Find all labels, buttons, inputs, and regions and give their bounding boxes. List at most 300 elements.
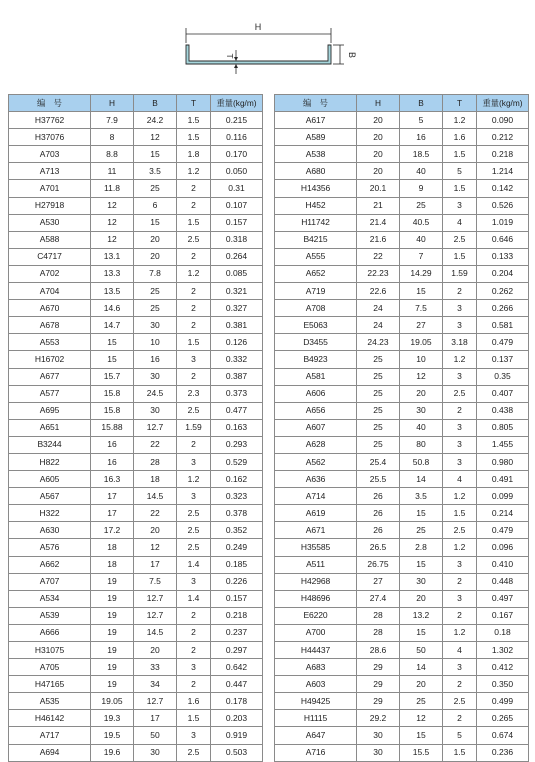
cell-b: 9 — [400, 180, 443, 197]
cell-weight: 0.126 — [211, 334, 263, 351]
table-row — [9, 334, 263, 351]
cell-b: 10 — [400, 351, 443, 368]
cell-h: 19.3 — [91, 710, 134, 727]
cell-b: 20 — [134, 642, 177, 659]
cell-t: 3 — [443, 453, 477, 470]
table-row — [9, 522, 263, 539]
cell-h: 28 — [357, 624, 400, 641]
table-row — [275, 471, 529, 488]
cell-b: 12 — [134, 129, 177, 146]
table-row — [275, 590, 529, 607]
cell-t: 1.8 — [177, 146, 211, 163]
cell-b: 30 — [400, 402, 443, 419]
cell-h: 21.6 — [357, 231, 400, 248]
cell-code: A511 — [275, 556, 357, 573]
table-row — [275, 197, 529, 214]
cell-b: 2.8 — [400, 539, 443, 556]
cell-t: 1.5 — [177, 129, 211, 146]
cell-h: 22.23 — [357, 265, 400, 282]
cell-weight: 0.407 — [477, 385, 529, 402]
table-row — [275, 231, 529, 248]
cell-weight: 0.157 — [211, 590, 263, 607]
cell-b: 25 — [400, 693, 443, 710]
table-row — [9, 471, 263, 488]
cell-b: 12 — [400, 710, 443, 727]
cell-weight: 0.491 — [477, 471, 529, 488]
cell-h: 16 — [91, 453, 134, 470]
table-row — [9, 573, 263, 590]
cell-b: 30 — [134, 744, 177, 761]
cell-weight: 0.212 — [477, 129, 529, 146]
cell-h: 30 — [357, 744, 400, 761]
cell-code: A607 — [275, 419, 357, 436]
cell-t: 3 — [177, 659, 211, 676]
cell-b: 10 — [134, 334, 177, 351]
cell-weight: 0.266 — [477, 300, 529, 317]
table-row — [9, 214, 263, 231]
cell-h: 13.5 — [91, 283, 134, 300]
table-row — [275, 214, 529, 231]
table-row — [9, 112, 263, 129]
table-row — [9, 505, 263, 522]
table-row — [9, 180, 263, 197]
cell-code: A704 — [9, 283, 91, 300]
cell-b: 25 — [134, 300, 177, 317]
cell-t: 2 — [177, 180, 211, 197]
table-row — [275, 505, 529, 522]
cell-t: 2 — [443, 676, 477, 693]
cell-code: H11742 — [275, 214, 357, 231]
cell-weight: 0.142 — [477, 180, 529, 197]
table-row — [9, 368, 263, 385]
cell-h: 19 — [91, 676, 134, 693]
cell-t: 2 — [177, 368, 211, 385]
cell-code: A617 — [275, 112, 357, 129]
cell-weight: 0.163 — [211, 419, 263, 436]
cell-b: 17 — [134, 556, 177, 573]
cell-h: 15 — [91, 334, 134, 351]
cell-weight: 0.448 — [477, 573, 529, 590]
cell-code: A671 — [275, 522, 357, 539]
cell-weight: 0.642 — [211, 659, 263, 676]
cell-t: 2.5 — [177, 744, 211, 761]
cell-code: A694 — [9, 744, 91, 761]
cell-code: A647 — [275, 727, 357, 744]
cell-h: 22.6 — [357, 283, 400, 300]
cell-weight: 0.318 — [211, 231, 263, 248]
table-row — [275, 334, 529, 351]
table-row — [9, 710, 263, 727]
cell-code: A562 — [275, 453, 357, 470]
cell-t: 2.5 — [177, 402, 211, 419]
table-row — [275, 112, 529, 129]
cell-b: 7 — [400, 248, 443, 265]
cell-h: 25.4 — [357, 453, 400, 470]
table-row — [9, 693, 263, 710]
table-row — [275, 642, 529, 659]
cell-t: 3 — [443, 317, 477, 334]
cell-t: 3 — [443, 590, 477, 607]
cell-weight: 0.264 — [211, 248, 263, 265]
cell-code: B4215 — [275, 231, 357, 248]
cell-code: H48696 — [275, 590, 357, 607]
cell-b: 15 — [134, 146, 177, 163]
cell-weight: 0.237 — [211, 624, 263, 641]
cell-t: 3 — [443, 368, 477, 385]
cell-code: A530 — [9, 214, 91, 231]
cell-code: A628 — [275, 436, 357, 453]
table-row — [9, 419, 263, 436]
table-row — [9, 607, 263, 624]
cell-code: H35585 — [275, 539, 357, 556]
cell-t: 2.5 — [443, 522, 477, 539]
cell-code: H44437 — [275, 642, 357, 659]
cell-code: H37762 — [9, 112, 91, 129]
cell-code: H452 — [275, 197, 357, 214]
cell-b: 14.29 — [400, 265, 443, 282]
cell-h: 12 — [91, 214, 134, 231]
cell-weight: 0.204 — [477, 265, 529, 282]
cell-weight: 0.980 — [477, 453, 529, 470]
cell-h: 28.6 — [357, 642, 400, 659]
cell-b: 12.7 — [134, 590, 177, 607]
cell-h: 27 — [357, 573, 400, 590]
cell-b: 80 — [400, 436, 443, 453]
cell-t: 2 — [443, 573, 477, 590]
cell-b: 15 — [400, 556, 443, 573]
cell-code: A652 — [275, 265, 357, 282]
cell-t: 3 — [443, 436, 477, 453]
cell-code: H47165 — [9, 676, 91, 693]
cell-code: E5063 — [275, 317, 357, 334]
cell-b: 25 — [400, 522, 443, 539]
cell-h: 26.75 — [357, 556, 400, 573]
cell-weight: 0.090 — [477, 112, 529, 129]
cell-code: A705 — [9, 659, 91, 676]
cell-h: 26.5 — [357, 539, 400, 556]
cell-h: 15 — [91, 351, 134, 368]
cell-weight: 0.262 — [477, 283, 529, 300]
cell-code: A589 — [275, 129, 357, 146]
h-dimension-label: H — [254, 22, 262, 32]
cell-h: 13.1 — [91, 248, 134, 265]
table-row — [275, 659, 529, 676]
cell-weight: 0.218 — [477, 146, 529, 163]
cell-h: 20 — [357, 129, 400, 146]
cell-b: 22 — [134, 436, 177, 453]
table-row — [9, 676, 263, 693]
cell-code: A581 — [275, 368, 357, 385]
table-row — [9, 163, 263, 180]
cell-t: 1.5 — [443, 180, 477, 197]
cell-weight: 0.162 — [211, 471, 263, 488]
cell-weight: 0.116 — [211, 129, 263, 146]
cell-h: 26 — [357, 505, 400, 522]
cell-t: 2.5 — [177, 231, 211, 248]
cell-h: 25 — [357, 402, 400, 419]
cell-t: 1.6 — [443, 129, 477, 146]
cell-weight: 0.412 — [477, 659, 529, 676]
cell-weight: 0.297 — [211, 642, 263, 659]
cell-h: 24 — [357, 317, 400, 334]
cell-b: 15 — [134, 214, 177, 231]
cell-h: 26 — [357, 522, 400, 539]
table-row — [9, 659, 263, 676]
cell-code: A535 — [9, 693, 91, 710]
header-t: T — [177, 95, 211, 112]
table-row — [275, 129, 529, 146]
cell-weight: 0.381 — [211, 317, 263, 334]
cell-code: A716 — [275, 744, 357, 761]
cell-h: 18 — [91, 539, 134, 556]
cell-t: 1.2 — [443, 351, 477, 368]
cell-t: 1.2 — [177, 265, 211, 282]
cell-h: 19 — [91, 659, 134, 676]
cell-code: A605 — [9, 471, 91, 488]
cell-weight: 0.919 — [211, 727, 263, 744]
cell-code: A678 — [9, 317, 91, 334]
cell-t: 2 — [177, 283, 211, 300]
cell-b: 12 — [134, 539, 177, 556]
cell-weight: 0.321 — [211, 283, 263, 300]
cell-h: 11 — [91, 163, 134, 180]
cell-h: 24.23 — [357, 334, 400, 351]
cell-t: 3 — [443, 419, 477, 436]
cell-code: A567 — [9, 488, 91, 505]
cell-t: 4 — [443, 471, 477, 488]
cell-weight: 1.019 — [477, 214, 529, 231]
cell-h: 8 — [91, 129, 134, 146]
cell-weight: 0.332 — [211, 351, 263, 368]
cell-t: 2 — [177, 197, 211, 214]
cell-t: 2 — [177, 300, 211, 317]
cell-code: B4923 — [275, 351, 357, 368]
cell-h: 25 — [357, 419, 400, 436]
cell-weight: 0.31 — [211, 180, 263, 197]
cell-weight: 0.050 — [211, 163, 263, 180]
cell-t: 2 — [177, 624, 211, 641]
cell-b: 15.5 — [400, 744, 443, 761]
cell-h: 22 — [357, 248, 400, 265]
cell-t: 2.5 — [443, 231, 477, 248]
cell-b: 30 — [134, 368, 177, 385]
cell-h: 21 — [357, 197, 400, 214]
cell-b: 15 — [400, 624, 443, 641]
cell-weight: 0.35 — [477, 368, 529, 385]
cell-code: A534 — [9, 590, 91, 607]
cell-h: 17 — [91, 488, 134, 505]
cell-weight: 0.674 — [477, 727, 529, 744]
table-row — [275, 676, 529, 693]
cell-b: 7.5 — [400, 300, 443, 317]
cell-weight: 0.218 — [211, 607, 263, 624]
cell-code: A606 — [275, 385, 357, 402]
cell-code: A576 — [9, 539, 91, 556]
cell-h: 14.6 — [91, 300, 134, 317]
cell-t: 2 — [443, 607, 477, 624]
cell-b: 50.8 — [400, 453, 443, 470]
cell-code: A680 — [275, 163, 357, 180]
table-row — [9, 642, 263, 659]
cell-t: 2 — [177, 436, 211, 453]
table-row — [275, 488, 529, 505]
cell-b: 7.8 — [134, 265, 177, 282]
table-row — [275, 522, 529, 539]
channel-profile-diagram — [0, 0, 535, 90]
cell-b: 12.7 — [134, 693, 177, 710]
cell-code: H14356 — [275, 180, 357, 197]
cell-h: 18 — [91, 556, 134, 573]
cell-t: 4 — [443, 642, 477, 659]
cell-b: 27 — [400, 317, 443, 334]
cell-code: H322 — [9, 505, 91, 522]
cell-t: 4 — [443, 214, 477, 231]
cell-h: 8.8 — [91, 146, 134, 163]
cell-b: 20 — [400, 676, 443, 693]
cell-b: 6 — [134, 197, 177, 214]
cell-b: 24.5 — [134, 385, 177, 402]
cell-weight: 0.529 — [211, 453, 263, 470]
cell-t: 3 — [177, 351, 211, 368]
cell-weight: 0.107 — [211, 197, 263, 214]
cell-h: 13.3 — [91, 265, 134, 282]
cell-b: 15 — [400, 505, 443, 522]
header-h: H — [91, 95, 134, 112]
cell-b: 30 — [134, 402, 177, 419]
cell-h: 19.5 — [91, 727, 134, 744]
cell-t: 2.5 — [443, 693, 477, 710]
cell-t: 3 — [177, 573, 211, 590]
cell-b: 20 — [134, 522, 177, 539]
cell-b: 33 — [134, 659, 177, 676]
cell-t: 1.5 — [443, 744, 477, 761]
cell-code: A539 — [9, 607, 91, 624]
cell-b: 14 — [400, 471, 443, 488]
cell-b: 12.7 — [134, 607, 177, 624]
cell-h: 15.8 — [91, 402, 134, 419]
cell-weight: 0.350 — [477, 676, 529, 693]
cell-b: 15 — [400, 727, 443, 744]
cell-t: 1.5 — [443, 248, 477, 265]
cell-h: 25 — [357, 351, 400, 368]
cell-h: 25.5 — [357, 471, 400, 488]
cell-weight: 0.137 — [477, 351, 529, 368]
cell-t: 1.5 — [177, 112, 211, 129]
cell-b: 15 — [400, 283, 443, 300]
cell-b: 20 — [400, 385, 443, 402]
cell-t: 2 — [177, 676, 211, 693]
b-dimension-label: B — [347, 51, 357, 59]
cell-h: 12 — [91, 231, 134, 248]
table-row — [275, 556, 529, 573]
cell-h: 25 — [357, 436, 400, 453]
cell-h: 7.9 — [91, 112, 134, 129]
cell-b: 30 — [400, 573, 443, 590]
cell-weight: 0.185 — [211, 556, 263, 573]
cell-code: A717 — [9, 727, 91, 744]
cell-h: 29 — [357, 659, 400, 676]
table-row — [9, 590, 263, 607]
cell-b: 14.5 — [134, 624, 177, 641]
cell-code: H49425 — [275, 693, 357, 710]
cell-h: 11.8 — [91, 180, 134, 197]
profile-table-right — [274, 94, 529, 762]
cell-code: A695 — [9, 402, 91, 419]
cell-h: 16 — [91, 436, 134, 453]
table-row — [275, 727, 529, 744]
cell-t: 2 — [177, 248, 211, 265]
cell-code: A683 — [275, 659, 357, 676]
cell-weight: 0.477 — [211, 402, 263, 419]
cell-code: H27918 — [9, 197, 91, 214]
cell-h: 26 — [357, 488, 400, 505]
cell-t: 2 — [443, 283, 477, 300]
cell-t: 5 — [443, 163, 477, 180]
table-row — [275, 453, 529, 470]
cell-weight: 1.214 — [477, 163, 529, 180]
table-row — [275, 351, 529, 368]
cell-t: 1.4 — [177, 556, 211, 573]
cell-t: 1.5 — [443, 505, 477, 522]
cell-b: 30 — [134, 317, 177, 334]
table-row — [9, 453, 263, 470]
cell-code: A651 — [9, 419, 91, 436]
cell-h: 15.8 — [91, 385, 134, 402]
cell-weight: 0.373 — [211, 385, 263, 402]
cell-code: H16702 — [9, 351, 91, 368]
cell-t: 1.2 — [443, 624, 477, 641]
cell-t: 1.2 — [443, 112, 477, 129]
profile-table-left — [8, 94, 263, 762]
cell-h: 29.2 — [357, 710, 400, 727]
cell-h: 16.3 — [91, 471, 134, 488]
cell-t: 2.5 — [177, 539, 211, 556]
cell-t: 3.18 — [443, 334, 477, 351]
table-row — [275, 436, 529, 453]
table-row — [9, 556, 263, 573]
cell-weight: 0.236 — [477, 744, 529, 761]
cell-h: 30 — [357, 727, 400, 744]
cell-weight: 0.646 — [477, 231, 529, 248]
header-b: B — [400, 95, 443, 112]
cell-weight: 0.479 — [477, 522, 529, 539]
header-h: H — [357, 95, 400, 112]
table-header-row — [9, 95, 263, 112]
cell-b: 25 — [134, 283, 177, 300]
cell-code: A577 — [9, 385, 91, 402]
cell-weight: 0.133 — [477, 248, 529, 265]
cell-h: 19 — [91, 642, 134, 659]
cell-t: 2 — [443, 402, 477, 419]
cell-b: 20 — [134, 248, 177, 265]
table-row — [275, 283, 529, 300]
cell-h: 21.4 — [357, 214, 400, 231]
cell-weight: 0.085 — [211, 265, 263, 282]
table-row — [9, 488, 263, 505]
cell-code: H31075 — [9, 642, 91, 659]
cell-h: 20.1 — [357, 180, 400, 197]
cell-t: 2 — [443, 710, 477, 727]
table-row — [275, 317, 529, 334]
cell-code: A708 — [275, 300, 357, 317]
cell-b: 34 — [134, 676, 177, 693]
cell-t: 3 — [177, 453, 211, 470]
cell-b: 28 — [134, 453, 177, 470]
cell-h: 24 — [357, 300, 400, 317]
cell-t: 1.59 — [443, 265, 477, 282]
table-row — [275, 607, 529, 624]
cell-code: H1115 — [275, 710, 357, 727]
